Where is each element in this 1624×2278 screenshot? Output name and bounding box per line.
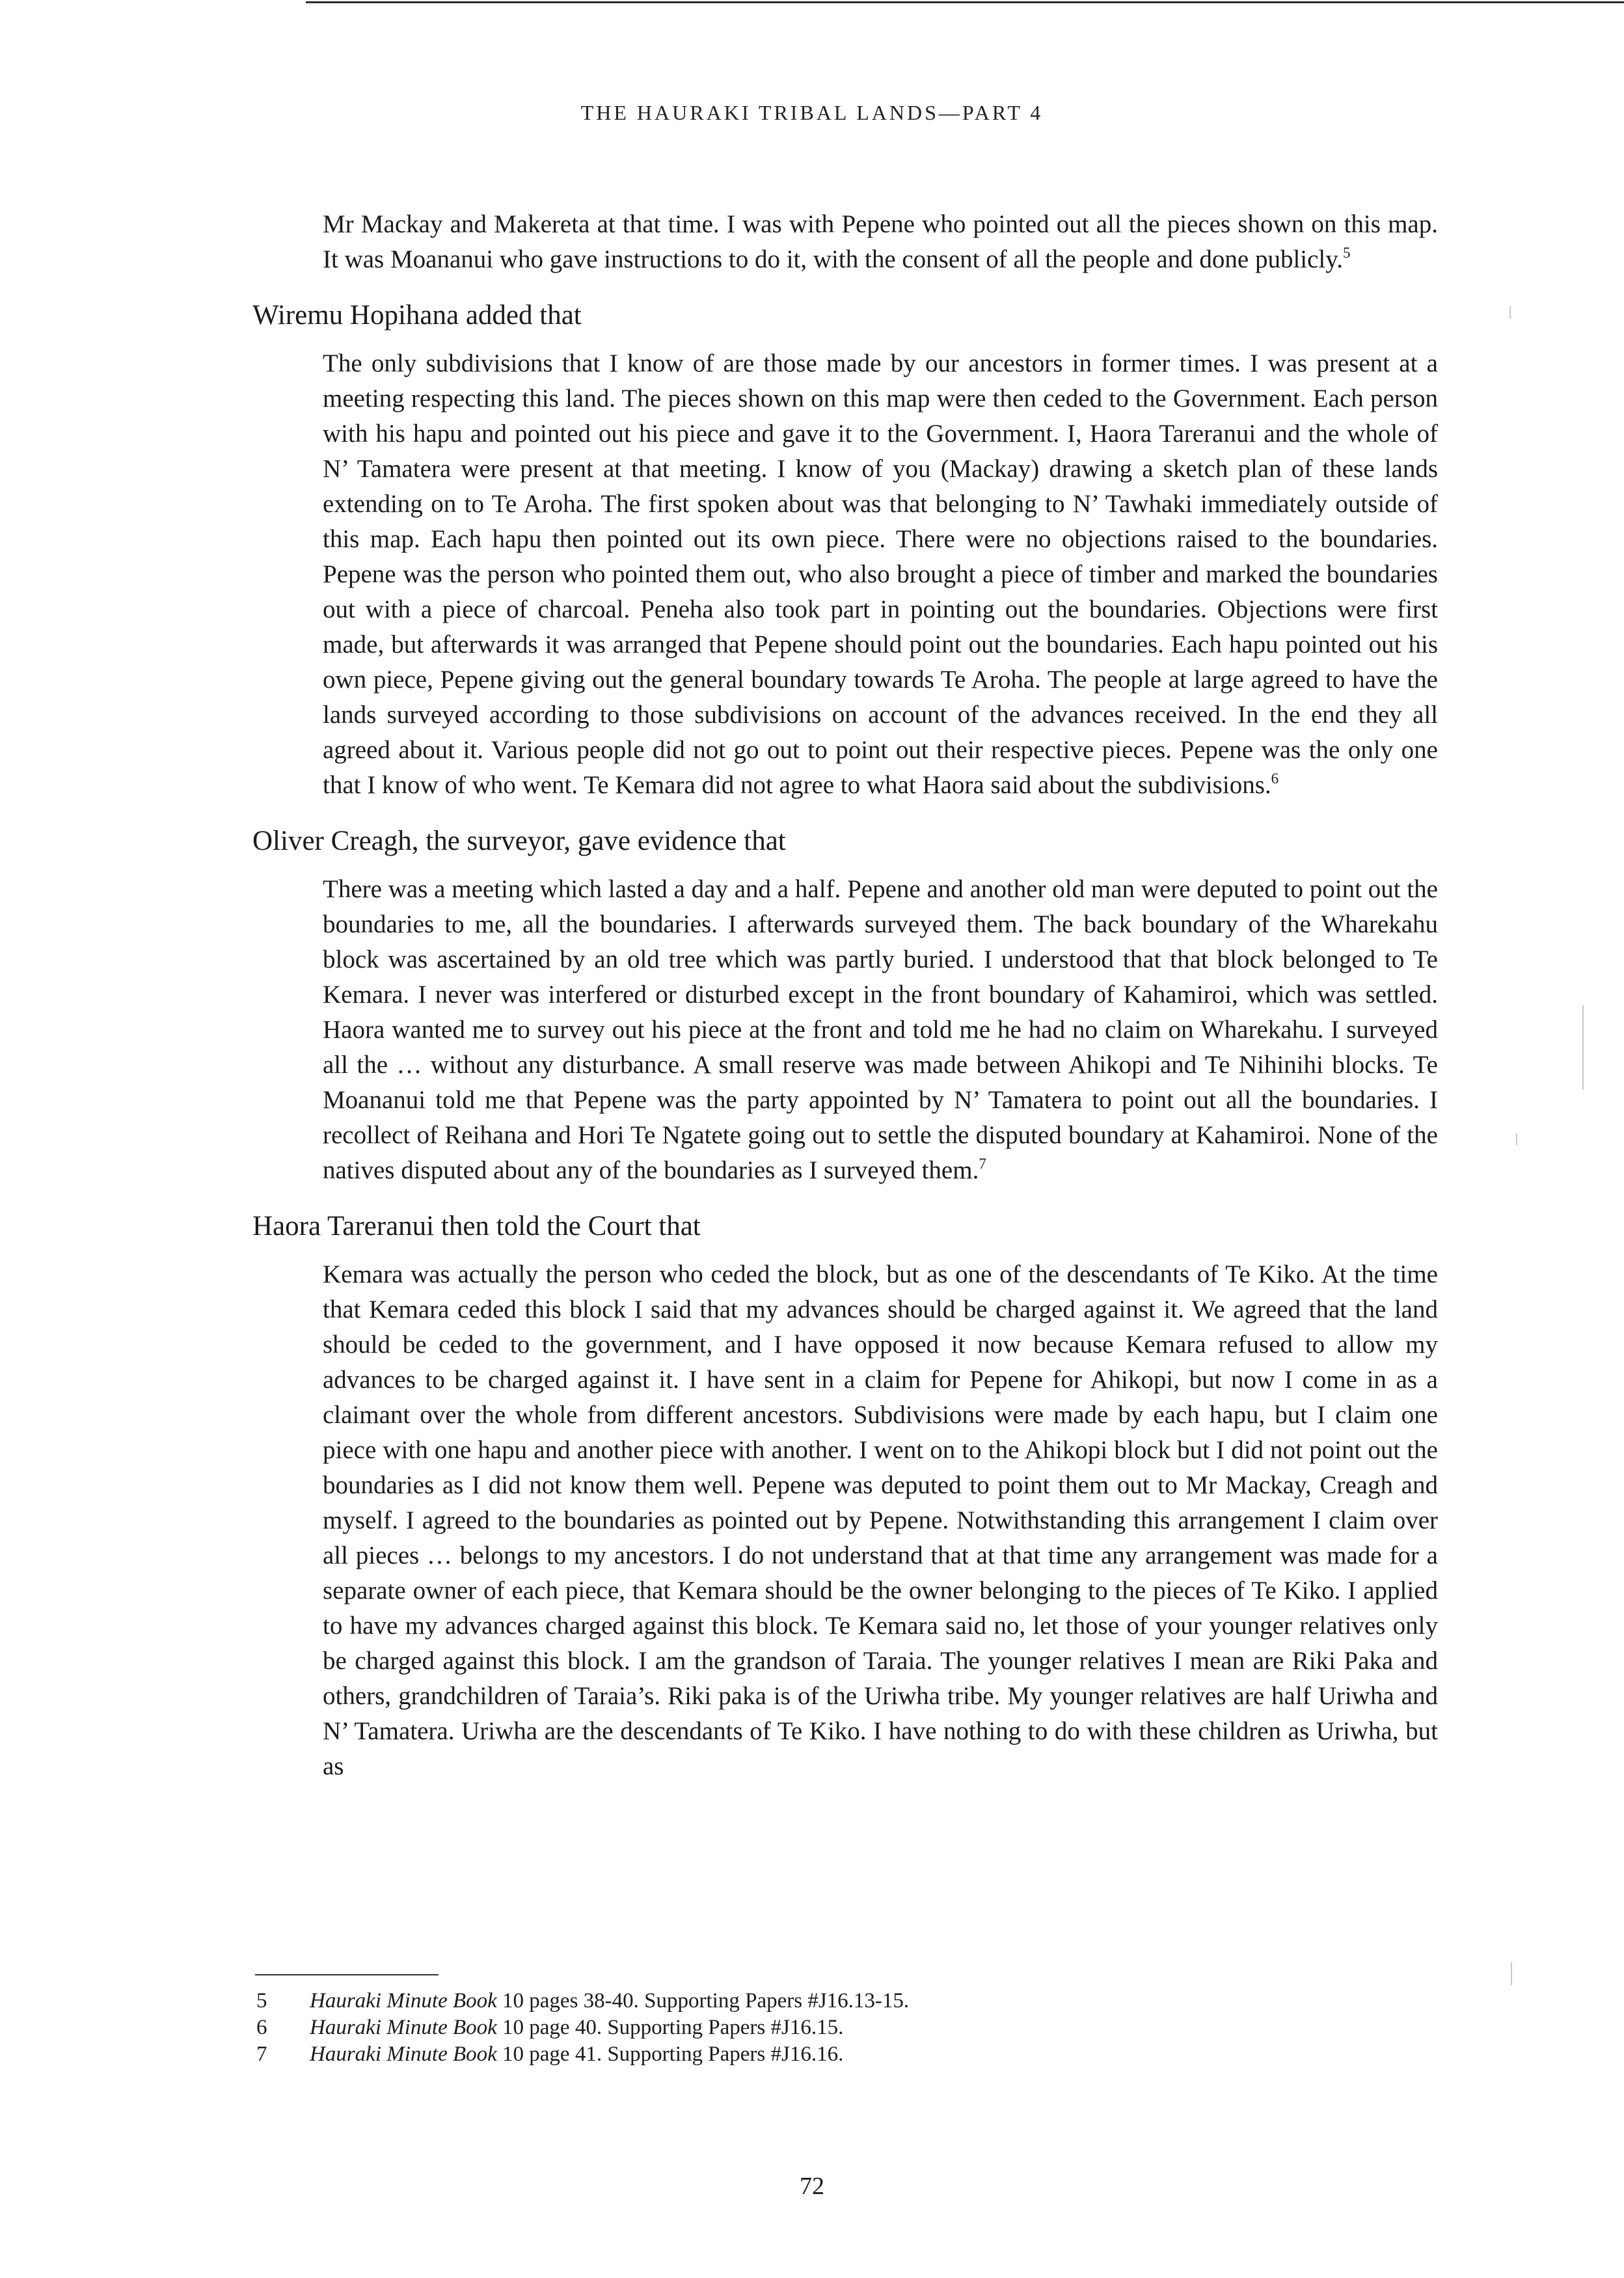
footnote-ref-5[interactable]: 5 [1342, 245, 1351, 261]
footnote-number: 7 [256, 2042, 267, 2066]
top-rule [306, 1, 1624, 3]
footnote-text: 10 page 40. Supporting Papers #J16.15. [496, 2016, 844, 2039]
scan-margin-mark [1582, 1005, 1584, 1090]
running-head: THE HAURAKI TRIBAL LANDS—PART 4 [580, 101, 1044, 124]
footnotes [256, 1988, 1428, 2068]
footnote-text: 10 pages 38-40. Supporting Papers #J16.13-15. [496, 1989, 910, 2013]
footnote-5 [256, 1988, 1428, 2014]
page-number: 72 [800, 2173, 824, 2200]
footnote-7 [256, 2041, 1428, 2068]
scan-margin-mark [1516, 1133, 1517, 1145]
footnote-number: 6 [256, 2016, 267, 2039]
footnote-number: 5 [256, 1989, 267, 2013]
footnote-rule [255, 1974, 439, 1975]
footnote-6 [256, 2014, 1428, 2041]
speaker-intro-hopihana: Wiremu Hopihana added that [252, 300, 582, 331]
quote-block-1: Mr Mackay and Makereta at that time. I was with Pepene who pointed out all the pieces shown on this map. It was Moananui who gave instructions to do it, with the consent of all the people and done publicly.$^5$ [323, 210, 1438, 273]
footnote-source: Hauraki Minute Book [310, 1989, 497, 2013]
speaker-intro-creagh: Oliver Creagh, the surveyor, gave evidence that [252, 826, 786, 856]
footnote-source: Hauraki Minute Book [310, 2016, 497, 2039]
footnote-ref-6[interactable]: 6 [1271, 770, 1279, 787]
quote-block-3: There was a meeting which lasted a day and a half. Pepene and another old man were deputed to point out the boundaries to me, all the boundaries. I afterwards surveyed them. The back boundary of the Wharekahu block was ascertained by an old tree which was partly buried. I understood that that block belonged to Te Kemara. I never was interfered or disturbed except in the front boundary of Kahamiroi, which was settled. Haora wanted me to survey out his piece at the front and told me he had no claim on Wharekahu. I surveyed all the … without any disturbance. A small reserve was made between Ahikopi and Te Nihinihi blocks. Te Moananui told me that Pepene was the party appointed by N’ Tamatera to point out all the boundaries. I recollect of Reihana and Hori Te Ngatete going out to settle the disputed boundary at Kahamiroi. None of the natives disputed about any of the boundaries as I surveyed them.$^7$ [323, 875, 1438, 1184]
quote-block-4: Kemara was actually the person who ceded the block, but as one of the descendants of Te Kiko. At the time that Kemara ceded this block I said that my advances should be charged against it. We agreed that the land should be ceded to the government, and I have opposed it now because Kemara refused to allow my advances to be charged against it. I have sent in a claim for Pepene for Ahikopi, but now I come in as a claimant over the whole from different ancestors. Subdivisions were made by each hapu, but I claim one piece with one hapu and another piece with another. I went on to the Ahikopi block but I did not point out the boundaries as I did not know them well. Pepene was deputed to point them out to Mr Mackay, Creagh and myself. I agreed to the boundaries as pointed out by Pepene. Notwithstanding this arrangement I claim over all pieces … belongs to my ancestors. I do not understand that at that time any arrangement was made for a separate owner of each piece, that Kemara should be the owner belonging to the pieces of Te Kiko. I applied to have my advances charged against this block. Te Kemara said no, let those of your younger relatives only be charged against this block. I am the grandson of Taraia. The younger relatives I mean are Riki Paka and others, grandchildren of Taraia’s. Riki paka is of the Uriwha tribe. My younger relatives are half Uriwha and N’ Tamatera. Uriwha are the descendants of Te Kiko. I have nothing to do with these children as Uriwha, but as [323, 1260, 1438, 1780]
body-text [252, 207, 1438, 1784]
footnote-ref-7[interactable]: 7 [979, 1156, 986, 1172]
scan-margin-mark [1511, 1962, 1512, 1985]
quote-block-2: The only subdivisions that I know of are those made by our ancestors in former times. I was present at a meeting respecting this land. The pieces shown on this map were then ceded to the Government. Each person with his hapu and pointed out his piece and gave it to the Government. I, Haora Tareranui and the whole of N’ Tamatera were present at that meeting. I know of you (Mackay) drawing a sketch plan of these lands extending on to Te Aroha. The first spoken about was that belonging to N’ Tawhaki immediately outside of this map. Each hapu then pointed out its own piece. There were no objections raised to the boundaries. Pepene was the person who pointed them out, who also brought a piece of timber and marked the boundaries out with a piece of charcoal. Peneha also took part in pointing out the boundaries. Objections were first made, but afterwards it was arranged that Pepene should point out the boundaries. Each hapu pointed out his own piece, Pepene giving out the general boundary towards Te Aroha. The people at large agreed to have the lands surveyed according to those subdivisions on account of the advances received. In the end they all agreed about it. Various people did not go out to point out their respective pieces. Pepene was the only one that I know of who went. Te Kemara did not agree to what Haora said about the subdivisions.$^6$ [323, 349, 1438, 799]
speaker-intro-tareranui: Haora Tareranui then told the Court that [252, 1211, 701, 1241]
scan-margin-mark [1509, 306, 1511, 319]
footnote-source: Hauraki Minute Book [310, 2042, 497, 2066]
footnote-text: 10 page 41. Supporting Papers #J16.16. [496, 2042, 844, 2066]
